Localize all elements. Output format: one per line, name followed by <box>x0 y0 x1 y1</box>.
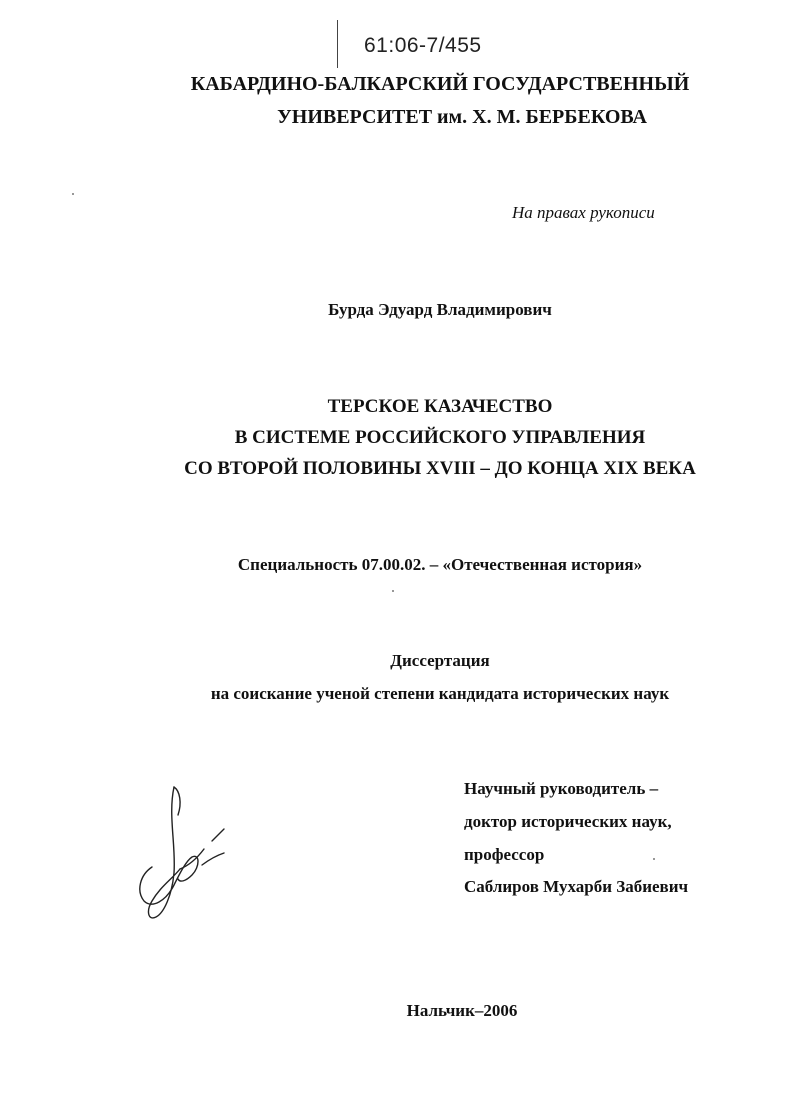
margin-mark-line <box>337 20 338 68</box>
specialty-line: Специальность 07.00.02. – «Отечественная история» <box>237 555 643 574</box>
supervisor-role: Научный руководитель – <box>464 779 659 798</box>
thesis-title-line2: В СИСТЕМЕ РОССИЙСКОГО УПРАВЛЕНИЯ <box>234 427 646 448</box>
manuscript-rights-note: На правах рукописи <box>512 203 655 222</box>
university-name-line1: КАБАРДИНО-БАЛКАРСКИЙ ГОСУДАРСТВЕННЫЙ <box>190 73 690 95</box>
thesis-title-line3: СО ВТОРОЙ ПОЛОВИНЫ XVIII – ДО КОНЦА XIX ВЕКА <box>184 458 696 479</box>
university-name-line2: УНИВЕРСИТЕТ им. Х. М. БЕРБЕКОВА <box>277 106 647 128</box>
supervisor-rank: профессор <box>464 845 545 864</box>
work-type: Диссертация <box>390 651 490 670</box>
thesis-title-line1: ТЕРСКОЕ КАЗАЧЕСТВО <box>327 396 553 417</box>
supervisor-degree: доктор исторических наук, <box>464 812 672 831</box>
scan-speck <box>653 858 655 860</box>
catalog-number: 61:06-7/455 <box>364 34 482 57</box>
supervisor-name: Саблиров Мухарби Забиевич <box>464 877 689 896</box>
handwritten-signature-icon <box>130 775 240 925</box>
degree-line: на соискание ученой степени кандидата исторических наук <box>210 684 670 703</box>
author-name: Бурда Эдуард Владимирович <box>328 300 552 319</box>
scan-speck <box>72 193 74 195</box>
city-year: Нальчик–2006 <box>406 1001 518 1020</box>
scan-speck <box>392 590 394 592</box>
